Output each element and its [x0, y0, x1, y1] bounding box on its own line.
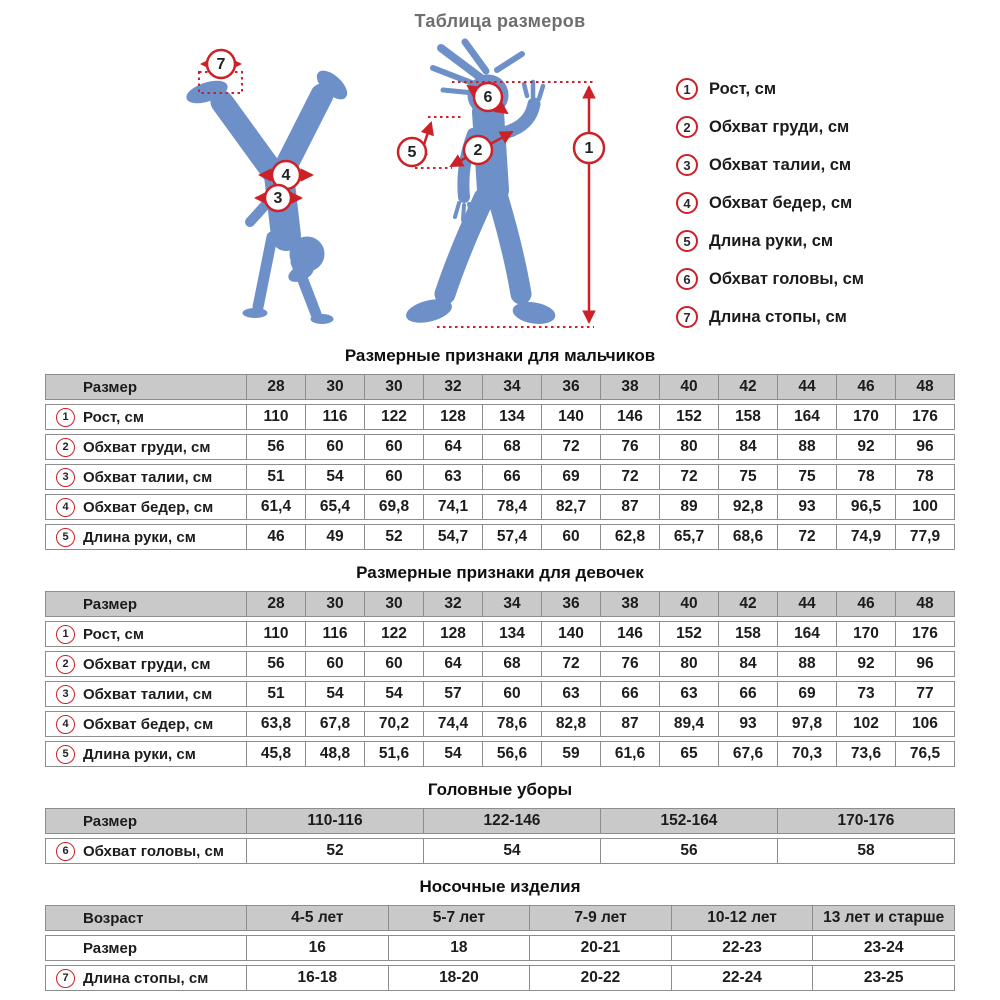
legend-item	[676, 116, 864, 138]
value-cell: 170	[836, 405, 895, 429]
header-size-cell: 48	[895, 592, 954, 616]
value-cell: 64	[423, 435, 482, 459]
value-cell: 152	[659, 622, 718, 646]
number-badge: 5	[56, 745, 75, 764]
value-cell: 102	[836, 712, 895, 736]
header-size-cell: 28	[246, 375, 305, 399]
value-cell: 56	[246, 435, 305, 459]
value-cell: 66	[482, 465, 541, 489]
value-cell: 92,8	[718, 495, 777, 519]
header-size-cell: 38	[600, 375, 659, 399]
header-size-cell: 152-164	[600, 809, 777, 833]
legend-item-label: Длина стопы, см	[709, 307, 847, 326]
measurement-legend	[676, 78, 864, 328]
value-cell: 116	[305, 622, 364, 646]
table-row	[45, 404, 955, 430]
header-size-cell: 122-146	[423, 809, 600, 833]
header-label-text: Размер	[83, 595, 138, 613]
header-size-cell: 4-5 лет	[246, 906, 388, 930]
table-row	[45, 651, 955, 677]
value-cell: 20-22	[529, 966, 671, 990]
value-cell: 164	[777, 622, 836, 646]
header-size-cell: 110-116	[246, 809, 423, 833]
value-cell: 66	[600, 682, 659, 706]
section-title-girls: Размерные признаки для девочек	[356, 563, 644, 582]
header-size-cell: 30	[364, 592, 423, 616]
header-size-cell: 38	[600, 592, 659, 616]
value-cell: 78,6	[482, 712, 541, 736]
row-label-text: Обхват груди, см	[83, 655, 211, 673]
value-cell: 70,3	[777, 742, 836, 766]
header-size-cell: 30	[305, 592, 364, 616]
header-size-cell: 7-9 лет	[529, 906, 671, 930]
value-cell: 51	[246, 682, 305, 706]
number-badge: 4	[56, 715, 75, 734]
value-cell: 60	[364, 465, 423, 489]
value-cell: 54,7	[423, 525, 482, 549]
value-cell: 60	[305, 435, 364, 459]
value-cell: 23-24	[812, 936, 954, 960]
value-cell: 92	[836, 652, 895, 676]
value-cell: 176	[895, 622, 954, 646]
value-cell: 78	[836, 465, 895, 489]
row-label-text: Размер	[83, 939, 138, 957]
row-label-text: Длина руки, см	[83, 528, 196, 546]
marker-3-number: 3	[273, 190, 283, 207]
header-label-cell	[46, 375, 246, 399]
value-cell: 110	[246, 405, 305, 429]
header-size-cell: 10-12 лет	[671, 906, 813, 930]
header-size-cell: 13 лет и старше	[812, 906, 954, 930]
value-cell: 93	[718, 712, 777, 736]
value-cell: 69	[777, 682, 836, 706]
value-cell: 80	[659, 652, 718, 676]
value-cell: 20-21	[529, 936, 671, 960]
value-cell: 54	[423, 742, 482, 766]
value-cell: 64	[423, 652, 482, 676]
value-cell: 74,9	[836, 525, 895, 549]
value-cell: 128	[423, 405, 482, 429]
header-size-cell: 34	[482, 375, 541, 399]
row-label-text: Длина стопы, см	[83, 969, 209, 987]
value-cell: 152	[659, 405, 718, 429]
measurement-illustration	[0, 35, 1000, 345]
row-label-cell	[46, 525, 246, 549]
table-row	[45, 711, 955, 737]
legend-item	[676, 306, 864, 328]
value-cell: 67,8	[305, 712, 364, 736]
legend-item-label: Обхват талии, см	[709, 155, 852, 174]
marker-1-number: 1	[584, 140, 594, 157]
value-cell: 45,8	[246, 742, 305, 766]
header-label-text: Размер	[83, 812, 138, 830]
marker-arm	[398, 117, 464, 168]
header-size-cell: 44	[777, 592, 836, 616]
value-cell: 134	[482, 622, 541, 646]
marker-4-number: 4	[281, 167, 291, 184]
value-cell: 60	[541, 525, 600, 549]
value-cell: 73	[836, 682, 895, 706]
number-badge: 2	[56, 655, 75, 674]
value-cell: 82,7	[541, 495, 600, 519]
value-cell: 72	[777, 525, 836, 549]
table-row	[45, 741, 955, 767]
value-cell: 61,4	[246, 495, 305, 519]
value-cell: 56	[246, 652, 305, 676]
value-cell: 146	[600, 405, 659, 429]
legend-item-label: Длина руки, см	[709, 231, 834, 250]
value-cell: 74,1	[423, 495, 482, 519]
value-cell: 72	[541, 435, 600, 459]
number-badge: 2	[676, 116, 698, 138]
legend-item	[676, 192, 864, 214]
table-header-row	[45, 374, 955, 400]
value-cell: 63	[541, 682, 600, 706]
number-badge: 5	[676, 230, 698, 252]
value-cell: 77,9	[895, 525, 954, 549]
value-cell: 70,2	[364, 712, 423, 736]
value-cell: 84	[718, 435, 777, 459]
value-cell: 72	[659, 465, 718, 489]
legend-item-label: Рост, см	[709, 79, 777, 98]
value-cell: 96,5	[836, 495, 895, 519]
table-row	[45, 434, 955, 460]
value-cell: 73,6	[836, 742, 895, 766]
value-cell: 58	[777, 839, 954, 863]
value-cell: 67,6	[718, 742, 777, 766]
table-row	[45, 681, 955, 707]
value-cell: 100	[895, 495, 954, 519]
value-cell: 63,8	[246, 712, 305, 736]
header-label-text: Возраст	[83, 909, 144, 927]
legend-item-label: Обхват бедер, см	[709, 193, 853, 212]
row-label-text: Обхват бедер, см	[83, 715, 214, 733]
number-badge: 1	[676, 78, 698, 100]
value-cell: 68,6	[718, 525, 777, 549]
header-size-cell: 40	[659, 375, 718, 399]
value-cell: 140	[541, 405, 600, 429]
value-cell: 84	[718, 652, 777, 676]
value-cell: 23-25	[812, 966, 954, 990]
value-cell: 88	[777, 435, 836, 459]
value-cell: 80	[659, 435, 718, 459]
section-title-boys: Размерные признаки для мальчиков	[344, 346, 656, 365]
value-cell: 176	[895, 405, 954, 429]
row-label-text: Обхват головы, см	[83, 842, 224, 860]
row-label-cell	[46, 495, 246, 519]
value-cell: 56,6	[482, 742, 541, 766]
value-cell: 65,7	[659, 525, 718, 549]
legend-item	[676, 230, 864, 252]
row-label-cell	[46, 405, 246, 429]
row-label-text: Обхват талии, см	[83, 468, 213, 486]
number-badge: 3	[56, 468, 75, 487]
number-badge: 4	[56, 498, 75, 517]
value-cell: 97,8	[777, 712, 836, 736]
value-cell: 56	[600, 839, 777, 863]
value-cell: 75	[777, 465, 836, 489]
section-title-headwear: Головные уборы	[427, 780, 573, 799]
row-label-cell	[46, 712, 246, 736]
header-size-cell: 42	[718, 375, 777, 399]
value-cell: 63	[423, 465, 482, 489]
value-cell: 18-20	[388, 966, 530, 990]
value-cell: 52	[246, 839, 423, 863]
value-cell: 66	[718, 682, 777, 706]
value-cell: 128	[423, 622, 482, 646]
value-cell: 92	[836, 435, 895, 459]
value-cell: 16-18	[246, 966, 388, 990]
row-label-cell	[46, 652, 246, 676]
number-badge: 5	[56, 528, 75, 547]
number-badge: 3	[676, 154, 698, 176]
row-label-cell	[46, 839, 246, 863]
value-cell: 122	[364, 622, 423, 646]
table-row	[45, 838, 955, 864]
number-badge: 7	[676, 306, 698, 328]
value-cell: 89,4	[659, 712, 718, 736]
value-cell: 69	[541, 465, 600, 489]
header-size-cell: 28	[246, 592, 305, 616]
value-cell: 68	[482, 652, 541, 676]
header-size-cell: 5-7 лет	[388, 906, 530, 930]
value-cell: 46	[246, 525, 305, 549]
value-cell: 60	[364, 435, 423, 459]
row-label-cell	[46, 966, 246, 990]
value-cell: 116	[305, 405, 364, 429]
value-cell: 57	[423, 682, 482, 706]
value-cell: 69,8	[364, 495, 423, 519]
row-label-text: Обхват талии, см	[83, 685, 213, 703]
value-cell: 22-24	[671, 966, 813, 990]
table-row	[45, 464, 955, 490]
header-size-cell: 44	[777, 375, 836, 399]
value-cell: 76	[600, 435, 659, 459]
table-header-row	[45, 808, 955, 834]
value-cell: 18	[388, 936, 530, 960]
number-badge: 2	[56, 438, 75, 457]
header-size-cell: 36	[541, 375, 600, 399]
value-cell: 77	[895, 682, 954, 706]
marker-6-number: 6	[483, 89, 493, 106]
row-label-text: Рост, см	[83, 625, 144, 643]
number-badge: 7	[56, 969, 75, 988]
value-cell: 87	[600, 712, 659, 736]
header-size-cell: 32	[423, 592, 482, 616]
header-size-cell: 30	[305, 375, 364, 399]
marker-5-number: 5	[407, 144, 417, 161]
number-badge: 1	[56, 625, 75, 644]
row-label-cell	[46, 936, 246, 960]
value-cell: 134	[482, 405, 541, 429]
value-cell: 54	[305, 465, 364, 489]
size-table-socks	[45, 905, 955, 991]
row-label-cell	[46, 465, 246, 489]
value-cell: 61,6	[600, 742, 659, 766]
header-size-cell: 46	[836, 592, 895, 616]
header-size-cell: 42	[718, 592, 777, 616]
value-cell: 158	[718, 622, 777, 646]
legend-item-label: Обхват головы, см	[709, 269, 865, 288]
section-title-socks: Носочные изделия	[419, 877, 581, 896]
marker-2-number: 2	[473, 142, 483, 159]
value-cell: 57,4	[482, 525, 541, 549]
row-label-text: Рост, см	[83, 408, 144, 426]
value-cell: 48,8	[305, 742, 364, 766]
number-badge: 6	[676, 268, 698, 290]
value-cell: 59	[541, 742, 600, 766]
value-cell: 16	[246, 936, 388, 960]
header-size-cell: 34	[482, 592, 541, 616]
row-label-text: Обхват бедер, см	[83, 498, 214, 516]
header-label-cell	[46, 906, 246, 930]
header-label-cell	[46, 592, 246, 616]
value-cell: 89	[659, 495, 718, 519]
legend-item-label: Обхват груди, см	[709, 117, 850, 136]
value-cell: 65,4	[305, 495, 364, 519]
size-table-girls	[45, 591, 955, 767]
value-cell: 49	[305, 525, 364, 549]
table-row	[45, 965, 955, 991]
value-cell: 78	[895, 465, 954, 489]
row-label-text: Обхват груди, см	[83, 438, 211, 456]
row-label-cell	[46, 682, 246, 706]
value-cell: 75	[718, 465, 777, 489]
header-size-cell: 30	[364, 375, 423, 399]
value-cell: 60	[364, 652, 423, 676]
legend-item	[676, 78, 864, 100]
table-row	[45, 621, 955, 647]
value-cell: 140	[541, 622, 600, 646]
header-label-text: Размер	[83, 378, 138, 396]
value-cell: 96	[895, 435, 954, 459]
value-cell: 164	[777, 405, 836, 429]
header-size-cell: 46	[836, 375, 895, 399]
value-cell: 87	[600, 495, 659, 519]
table-row	[45, 494, 955, 520]
value-cell: 54	[423, 839, 600, 863]
legend-item	[676, 268, 864, 290]
value-cell: 76	[600, 652, 659, 676]
value-cell: 93	[777, 495, 836, 519]
marker-7-number: 7	[216, 56, 226, 73]
value-cell: 63	[659, 682, 718, 706]
table-header-row	[45, 591, 955, 617]
value-cell: 60	[305, 652, 364, 676]
value-cell: 62,8	[600, 525, 659, 549]
header-size-cell: 170-176	[777, 809, 954, 833]
row-label-cell	[46, 622, 246, 646]
table-header-row	[45, 905, 955, 931]
value-cell: 51	[246, 465, 305, 489]
value-cell: 22-23	[671, 936, 813, 960]
number-badge: 3	[56, 685, 75, 704]
number-badge: 4	[676, 192, 698, 214]
value-cell: 72	[541, 652, 600, 676]
value-cell: 60	[482, 682, 541, 706]
table-row	[45, 935, 955, 961]
tables-area	[45, 346, 955, 995]
value-cell: 110	[246, 622, 305, 646]
value-cell: 54	[364, 682, 423, 706]
value-cell: 51,6	[364, 742, 423, 766]
value-cell: 158	[718, 405, 777, 429]
row-label-text: Длина руки, см	[83, 745, 196, 763]
header-size-cell: 36	[541, 592, 600, 616]
page-title: Таблица размеров	[414, 11, 586, 31]
header-size-cell: 48	[895, 375, 954, 399]
value-cell: 82,8	[541, 712, 600, 736]
number-badge: 1	[56, 408, 75, 427]
header-label-cell	[46, 809, 246, 833]
value-cell: 78,4	[482, 495, 541, 519]
value-cell: 146	[600, 622, 659, 646]
value-cell: 52	[364, 525, 423, 549]
value-cell: 106	[895, 712, 954, 736]
value-cell: 54	[305, 682, 364, 706]
row-label-cell	[46, 742, 246, 766]
header-size-cell: 40	[659, 592, 718, 616]
row-label-cell	[46, 435, 246, 459]
value-cell: 170	[836, 622, 895, 646]
value-cell: 68	[482, 435, 541, 459]
value-cell: 76,5	[895, 742, 954, 766]
value-cell: 72	[600, 465, 659, 489]
table-row	[45, 524, 955, 550]
number-badge: 6	[56, 842, 75, 861]
value-cell: 122	[364, 405, 423, 429]
size-table-headwear	[45, 808, 955, 864]
value-cell: 65	[659, 742, 718, 766]
header-size-cell: 32	[423, 375, 482, 399]
value-cell: 96	[895, 652, 954, 676]
value-cell: 88	[777, 652, 836, 676]
legend-item	[676, 154, 864, 176]
value-cell: 74,4	[423, 712, 482, 736]
size-table-boys	[45, 374, 955, 550]
